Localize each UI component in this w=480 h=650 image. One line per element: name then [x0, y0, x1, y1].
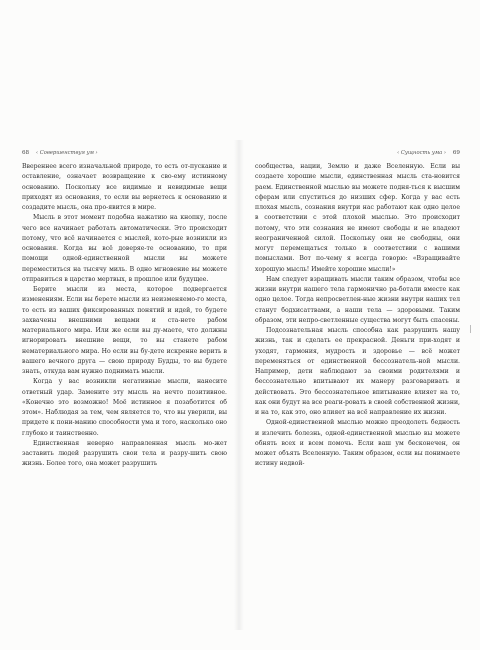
paragraph: Берите мысли из места, которое подвергается изменениям. Если вы берете мысли из неизменяемо-го места, то есть из ваших фиксированных понятий и идей, то будете захвачены внешними вещами и ста-нете рабом материального мира. Или же если вы ду-маете, что должны игнорировать внешние вещи, то вы станете рабом нематериального мира. Но если вы бу-дете искренне верить в вашего вечного друга — свою природу Будды, то вы будете знать, откуда вам нужно поднимать мысли.: [22, 286, 227, 375]
paragraph: Когда у вас возникли негативные мысли, нанесите ответный удар. Замените эту мысль на нечто позитивное. «Конечно это возможно! Моё истинное я позаботится об этом». Наблюдая за тем, чем является то, что вы уверили, вы придете к пони-манию способности ума и того, насколько оно глубоко и таинственно.: [22, 378, 227, 437]
paragraph: Нам следует взращивать мысли таким образом, чтобы все жизни внутри нашего тела гармонично ра-ботали вместе как одно целое. Тогда непросветлен-ные жизни внутри наших тел станут бодхисаттвами, а наши тела — здоровыми. Таким образом, эти непро-светленные существа могут быть спасены.: [255, 275, 460, 324]
right-running-title: ‹ Сущность ума ›: [397, 150, 446, 156]
left-page-number: 68: [22, 150, 30, 156]
page-edge-mark: [470, 325, 471, 333]
right-page-number: 69: [452, 150, 460, 156]
left-running-title: ‹ Совершенствуя ум ›: [36, 150, 98, 156]
paragraph: Подсознательная мысль способна как разрушить нашу жизнь, так и сделать ее прекрасной. Деньги при-ходят и уходят, гармония, мудрость и здоровье — всё может переменяться от единственной бессознатель-ной мысли. Например, дети наблюдают за своими родителями и бессознательно впитывают их манеру разговаривать и действовать. Это бессознательное впитывание влияет на то, как они будут на все реаги-ровать в своей собственной жизни, и на то, как это, оно влияет на всё направление их жизни.: [255, 327, 461, 416]
right-page: [255, 150, 460, 470]
gutter-shadow: [234, 140, 244, 630]
paragraph: Единственная неверно направленная мысль мо-жет заставить людей разрушить свои тела и разру-шить свою жизнь. Более того, она может разрушить: [22, 439, 227, 468]
left-running-head: [22, 150, 227, 162]
right-page-body: [255, 162, 460, 470]
paragraph: Ввереннее всего изначальной природе, то есть от-пускание и оставление, означает возвращение к сво-ему истинному основанию. Поскольку все видимые и невидимые вещи приходят из основания, то если вы вернетесь к основанию и создадите мысль, она про-явится в мире.: [22, 163, 227, 211]
left-page-body: [22, 162, 227, 470]
paragraph: сообщества, нации, Землю и даже Вселенную. Если вы создаете хорошие мысли, единственная мысль ста-новится раем. Единственной мыслью вы можете подня-ться к высшим сферам или спуститься до низших сфер. Когда у вас есть плохая мысль, сознания внутри нас работают как одно целое в соответствии с этой плохой мыслью. Это происходит потому, что эти сознания не имеют свободы и не владеют неограниченной силой. Поскольку они не свободны, они могут перемещаться только в соответствии с вашими помыслами. Вот по-чему я всегда говорю: «Взращивайте хорошую мысль! Имейте хорошие мысли!»: [255, 163, 460, 273]
paragraph: Одной-единственной мыслью можно преодолеть бедность и излечить болезнь, одной-единственной мыслью вы можете обнять всех и всем помочь. Если ваш ум бесконечен, он может объять Вселенную. Таким образом, если вы понимаете истину недвой-: [255, 419, 460, 468]
right-running-head: [255, 150, 460, 162]
paragraph: Мысль в этот момент подобна нажатию на кнопку, после чего все начинает работать автоматически. Это происходит потому, что всё начинается с мыслей, кото-рые возникли из основания. Когда вы всё доверяе-те основанию, то при помощи одной-единственной мысли вы можете переместиться на тысячу миль. В одно мгновение вы можете отправиться в царство мертвых, в прошлое или будущее.: [22, 214, 227, 283]
left-page: [22, 150, 227, 470]
